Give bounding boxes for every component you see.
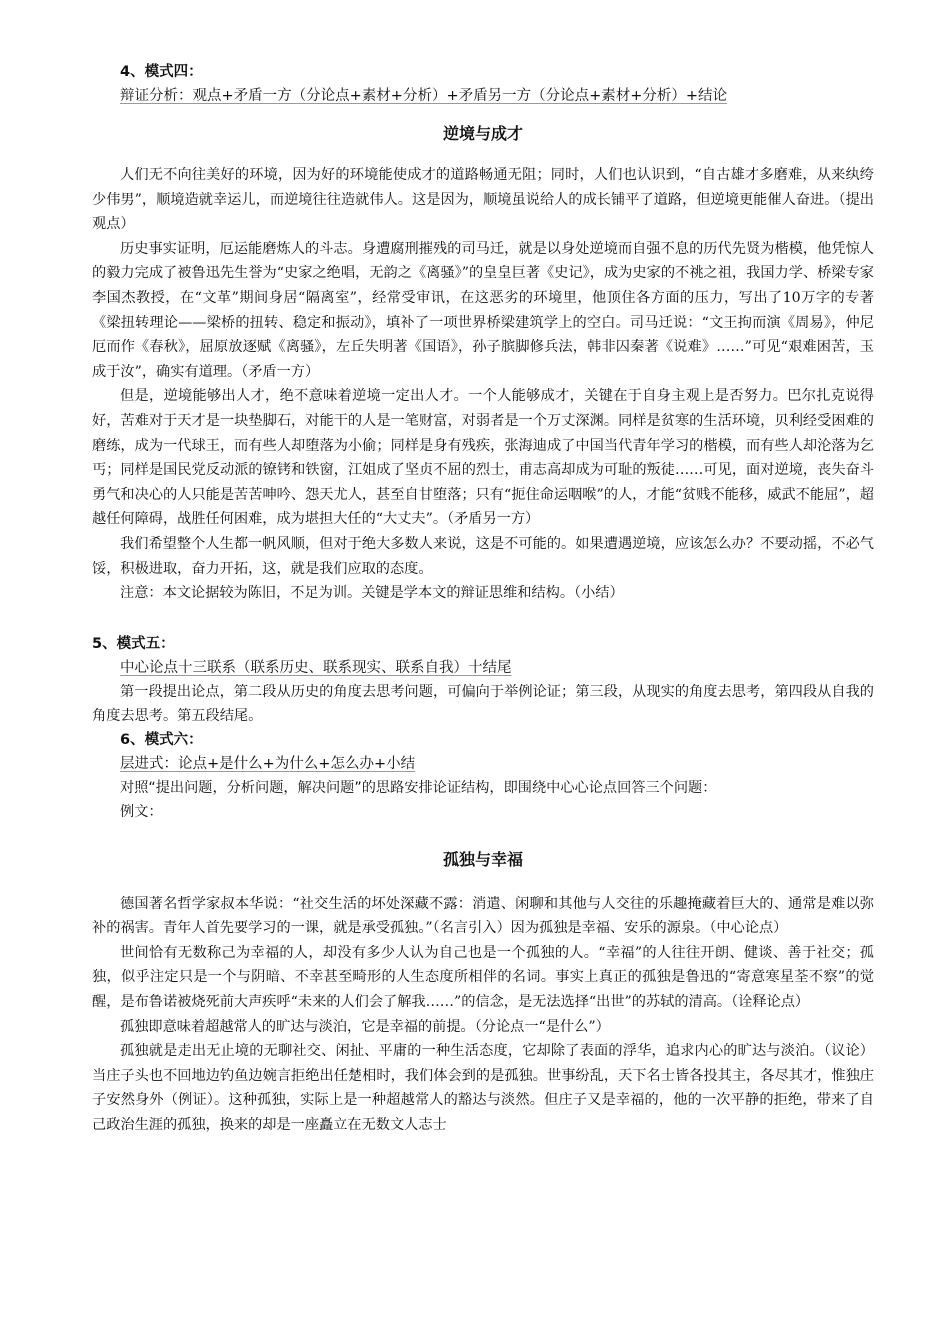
essay-2-paragraph: 世间恰有无数称己为幸福的人，却没有多少人认为自己也是一个孤独的人。“幸福”的人往往开朗、健谈、善于社交；孤独，似乎注定只是一个与阴暗、不幸甚至畸形的人生态度所相伴的名词。事实上真正的孤独是鲁迅的“寄意寒星荃不察”的觉醒，是布鲁诺被烧死前大声疾呼“未来的人们会了解我……”的信念，是无法选择“出世”的苏轼的清高。（诠释论点） xyxy=(92,944,874,1011)
section-5-formula: 中心论点十三联系（联系历史、联系现实、联系自我）十结尾 xyxy=(120,659,512,676)
essay-2-paragraph: 德国著名哲学家叔本华说：“社交生活的坏处深藏不露：消遣、闲聊和其他与人交往的乐趣掩藏着巨大的、通常是难以弥补的祸害。青年人首先要学习的一课，就是承受孤独。”（名言引入）因为孤独是幸福、安乐的源泉。（中心论点） xyxy=(92,895,874,937)
section-5-heading: 5、模式五： xyxy=(92,635,175,652)
essay-1-paragraph: 我们希望整个人生都一帆风顺，但对于绝大多数人来说，这是不可能的。如果遭遇逆境，应该怎么办？不要动摇，不必气馁，积极进取，奋力开拓，这，就是我们应取的态度。 xyxy=(92,535,874,577)
essay-1-paragraph: 但是，逆境能够出人才，绝不意味着逆境一定出人才。一个人能够成才，关键在于自身主观上是否努力。巴尔扎克说得好，苦难对于天才是一块垫脚石，对能干的人是一笔财富，对弱者是一个万丈深渊。同样是贫寒的生活环境，贝利经受困难的磨练，成为一代球王，而有些人却堕落为小偷；同样是身有残疾，张海迪成了中国当代青年学习的楷模，而有些人却沦落为乞丐；同样是国民党反动派的镣铐和铁窗，江姐成了坚贞不屈的烈士，甫志高却成为可耻的叛徒……可见，面对逆境，丧失奋斗勇气和决心的人只能是苦苦呻吟、怨天尤人，甚至自甘堕落；只有“扼住命运咽喉”的人，才能“贫贱不能移，威武不能屈”，超越任何障碍，战胜任何困难，成为堪担大任的“大丈夫”。（矛盾另一方） xyxy=(92,388,874,528)
section-6-heading: 6、模式六： xyxy=(120,731,203,748)
essay-2-paragraph: 孤独就是走出无止境的无聊社交、闲扯、平庸的一种生活态度，它却除了表面的浮华，追求内心的旷达与淡泊。（议论）当庄子头也不回地边钓鱼边婉言拒绝出任楚相时，我们体会到的是孤独。世事纷乱，天下名士皆各投其主，各尽其才，惟独庄子安然身外（例证）。这种孤独，实际上是一种超越常人的豁达与淡然。但庄子又是幸福的，他的一次平静的拒绝，带来了自己政治生涯的孤独，换来的却是一座矗立在无数文人志士 xyxy=(92,1043,874,1134)
section-6-formula: 层进式：论点+是什么+为什么+怎么办+小结 xyxy=(120,755,416,772)
essay-2-title: 孤独与幸福 xyxy=(442,849,523,869)
section-4-heading: 4、模式四： xyxy=(120,64,203,80)
essay-1-paragraph: 注意：本文论据较为陈旧，不足为训。关键是学本文的辩证思维和结构。（小结） xyxy=(120,585,624,602)
essay-1-title: 逆境与成才 xyxy=(442,124,523,143)
essay-1-paragraph: 人们无不向往美好的环境，因为好的环境能使成才的道路畅通无阻；同时，人们也认识到，“自古雄才多磨难，从来纨绔少伟男”，顺境造就幸运儿，而逆境往往造就伟人。这是因为，顺境虽说给人的成长铺平了道路，但逆境更能催人奋进。（提出观点） xyxy=(92,167,874,233)
document-page xyxy=(92,60,874,1138)
section-6-description: 对照“提出问题，分析问题，解决问题”的思路安排论证结构，即围绕中心心论点回答三个问题： xyxy=(120,779,717,796)
section-6-example-label: 例文： xyxy=(120,803,163,820)
essay-2-paragraph: 孤独即意味着超越常人的旷达与淡泊，它是幸福的前提。（分论点一“是什么”） xyxy=(120,1018,610,1035)
essay-1-body xyxy=(92,163,874,606)
section-5-description: 第一段提出论点，第二段从历史的角度去思考问题，可偏向于举例论证；第三段，从现实的角度去思考，第四段从自我的角度去思考。第五段结尾。 xyxy=(92,683,874,724)
section-4-formula: 辩证分析：观点+矛盾一方（分论点+素材+分析）+矛盾另一方（分论点+素材+分析）+结论 xyxy=(120,88,728,104)
essay-1-paragraph: 历史事实证明，厄运能磨炼人的斗志。身遭腐刑摧残的司马迁，就是以身处逆境而自强不息的历代先贤为楷模，他凭惊人的毅力完成了被鲁迅先生誉为“史家之绝唱，无韵之《离骚》”的皇皇巨著《史记》，成为史家的不祧之祖，我国力学、桥梁专家李国杰教授，在“文革”期间身居“隔离室”，经常受审讯，在这恶劣的环境里，他顶住各方面的压力，写出了10万字的专著《梁扭转理论——梁桥的扭转、稳定和振动》，填补了一项世界桥梁建筑学上的空白。司马迁说：“文王拘而演《周易》，仲尼厄而作《春秋》，屈原放逐赋《离骚》，左丘失明著《国语》，孙子膑脚修兵法，韩非囚秦著《说难》……”可见“艰难困苦，玉成于汝”，确实有道理。（矛盾一方） xyxy=(92,240,874,380)
essay-2-body xyxy=(92,892,874,1138)
